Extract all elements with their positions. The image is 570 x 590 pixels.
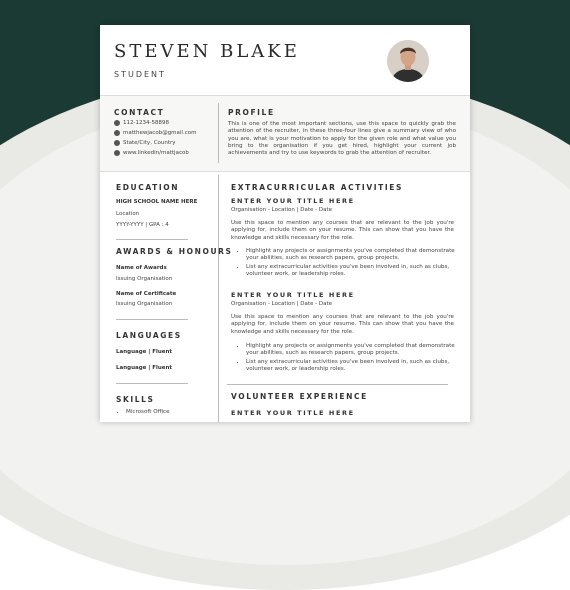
language-1: Language | Fluent <box>116 349 173 355</box>
education-title: EDUCATION <box>116 183 180 192</box>
entry-1-meta: Organisation - Location | Date - Date <box>231 207 333 213</box>
resume-name: STEVEN BLAKE <box>114 41 300 62</box>
education-dates: YYYY-YYYY | GPA : 4 <box>116 222 169 228</box>
volunteer-title: VOLUNTEER EXPERIENCE <box>231 392 368 401</box>
contact-phone <box>114 120 169 126</box>
phone-icon <box>114 120 120 126</box>
divider-right <box>227 384 448 385</box>
contact-email <box>114 130 196 136</box>
skills-list <box>116 409 216 417</box>
location-icon <box>114 140 120 146</box>
entry-1-text: Use this space to mention any courses that are relevant to the job you're applying for, include them on your resume. This can show that you have the knowledge and skills necessary for the role. <box>231 220 454 241</box>
languages-title: LANGUAGES <box>116 331 182 340</box>
contact-title: CONTACT <box>114 108 165 117</box>
contact-location-text: State/City, Country <box>123 140 176 146</box>
entry-1-heading: ENTER YOUR TITLE HERE <box>231 197 355 205</box>
avatar <box>387 40 429 82</box>
resume-header <box>100 25 470 95</box>
email-icon <box>114 130 120 136</box>
award-2-name: Name of Certificate <box>116 291 177 297</box>
divider-vertical-top <box>218 103 219 163</box>
entry-1-bullet-2: • List any extracurricular activities you've been involved in, such as clubs, volunteer work, or leadership roles. <box>246 264 459 279</box>
profile-text: This is one of the most important sections, use this space to quickly grab the attention of the recruiter, in these three-four lines give a summary view of who you are, what is your motivation to apply for the given role and what value you bring to the organisation if you get hired, highlight your current job achievements and try to use keywords to grab the attention of recruiter. <box>228 121 456 157</box>
entry-2-bullet-1: • Highlight any projects or assignments you've completed that demonstrate your abilities, such as research papers, group projects. <box>246 343 459 358</box>
contact-linkedin <box>114 150 189 156</box>
contact-location <box>114 140 176 146</box>
divider-left-2 <box>116 319 188 320</box>
awards-title: AWARDS & HONOURS <box>116 247 233 256</box>
entry-2-text: Use this space to mention any courses that are relevant to the job you're applying for, include them on your resume. This can show that you have the knowledge and skills necessary for the role. <box>231 314 454 335</box>
profile-title: PROFILE <box>228 108 275 117</box>
entry-2-meta: Organisation - Location | Date - Date <box>231 301 333 307</box>
contact-linkedin-text: www.linkedin/mattjacob <box>123 150 189 156</box>
entry-1-bullets <box>236 248 459 279</box>
resume-role: STUDENT <box>114 70 166 79</box>
volunteer-heading: ENTER YOUR TITLE HERE <box>231 409 355 417</box>
divider-left-1 <box>116 239 188 240</box>
skills-title: SKILLS <box>116 395 155 404</box>
entry-2-bullets <box>236 343 459 374</box>
award-1-name: Name of Awards <box>116 265 167 271</box>
education-school: HIGH SCHOOL NAME HERE <box>116 199 198 205</box>
linkedin-icon <box>114 150 120 156</box>
entry-1-bullet-1: • Highlight any projects or assignments you've completed that demonstrate your abilities, such as research papers, group projects. <box>246 248 459 263</box>
language-2: Language | Fluent <box>116 365 173 371</box>
award-2-org: Issuing Organisation <box>116 301 173 307</box>
divider-vertical-main <box>218 175 219 422</box>
entry-2-bullet-2: • List any extracurricular activities you've been involved in, such as clubs, volunteer work, or leadership roles. <box>246 359 459 374</box>
award-1-org: Issuing Organisation <box>116 276 173 282</box>
resume-page <box>100 25 470 422</box>
skill-item: • Microsoft Office <box>126 409 216 416</box>
education-location: Location <box>116 211 140 217</box>
contact-email-text: matthewjacob@gmail.com <box>123 130 197 136</box>
entry-2-heading: ENTER YOUR TITLE HERE <box>231 291 355 299</box>
extracurricular-title: EXTRACURRICULAR ACTIVITIES <box>231 183 403 192</box>
divider-left-3 <box>116 383 188 384</box>
contact-phone-text: 112-1234-58898 <box>123 120 169 126</box>
